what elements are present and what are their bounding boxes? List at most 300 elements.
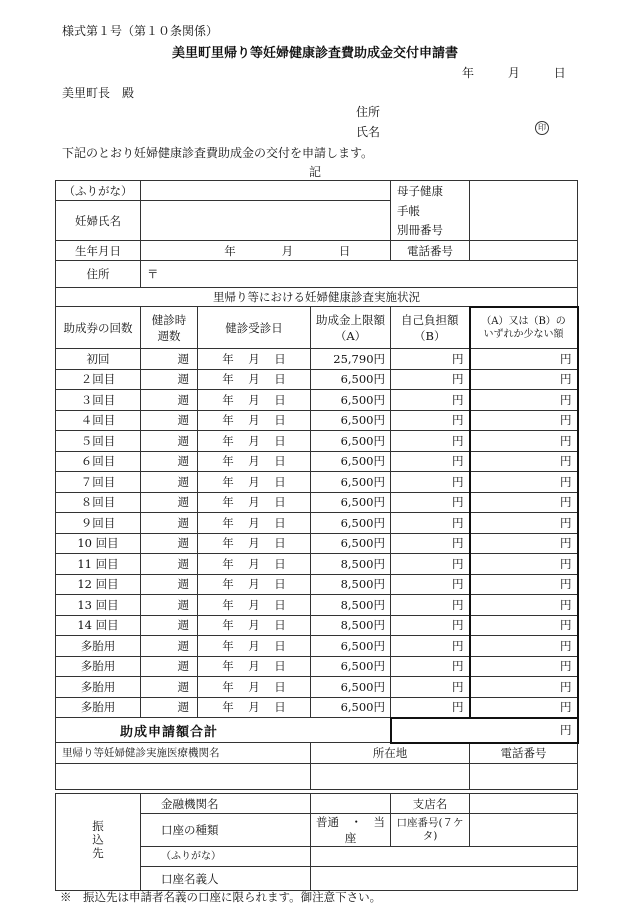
application-table	[55, 180, 579, 891]
institution-name-label: 里帰り等妊婦健診実施医療機関名	[56, 743, 311, 764]
lesser-yen-unit: 円	[560, 413, 572, 428]
limit-yen-unit: 円	[373, 351, 386, 366]
birth-year-label: 年	[224, 243, 236, 258]
self-pay-input[interactable]	[391, 513, 470, 534]
limit-amount	[311, 431, 391, 452]
exam-date-input[interactable]	[198, 574, 311, 595]
header-weeks-line1: 健診時	[151, 312, 187, 327]
lesser-amount-input[interactable]	[470, 615, 578, 636]
exam-day-label: 日	[274, 392, 286, 407]
exam-date-input[interactable]	[198, 431, 311, 452]
exam-day-label: 日	[274, 433, 286, 448]
account-holder-label: 口座名義人	[141, 867, 311, 891]
limit-amount	[311, 574, 391, 595]
exam-weeks-input[interactable]	[141, 451, 198, 472]
lesser-amount-input[interactable]	[470, 677, 578, 698]
limit-yen-unit: 円	[373, 392, 386, 407]
applicant-name-label: 氏名	[356, 125, 381, 139]
header-lesser-amount	[470, 307, 578, 349]
exam-weeks-input[interactable]	[141, 513, 198, 534]
exam-month-label: 月	[248, 413, 260, 428]
limit-yen-unit: 円	[373, 659, 386, 674]
exam-day-label: 日	[274, 474, 286, 489]
lesser-amount-input[interactable]	[470, 513, 578, 534]
date-year-label: 年	[462, 66, 475, 80]
phone-input[interactable]	[470, 241, 578, 261]
limit-amount	[311, 492, 391, 513]
limit-amount	[311, 410, 391, 431]
header-exam-date: 健診受診日	[198, 307, 311, 349]
holder-furigana-label: （ふりがな）	[141, 847, 311, 867]
lesser-yen-unit: 円	[560, 474, 572, 489]
lesser-yen-unit: 円	[560, 597, 572, 612]
institution-phone-input[interactable]	[470, 764, 578, 790]
lesser-yen-unit: 円	[560, 351, 572, 366]
institution-location-input[interactable]	[311, 764, 470, 790]
self-pay-input[interactable]	[391, 697, 470, 718]
lesser-amount-input[interactable]	[470, 595, 578, 616]
exam-row-label: ３回目	[56, 390, 141, 411]
exam-year-label: 年	[222, 577, 234, 592]
limit-amount-value: 25,790	[333, 351, 374, 366]
limit-yen-unit: 円	[373, 536, 386, 551]
self-pay-input[interactable]	[391, 574, 470, 595]
account-type-label: 口座の種類	[141, 814, 311, 847]
self-pay-input[interactable]	[391, 472, 470, 493]
mother-name-input[interactable]	[141, 201, 391, 241]
self-pay-input[interactable]	[391, 677, 470, 698]
limit-yen-unit: 円	[373, 372, 386, 387]
exam-month-label: 月	[248, 351, 260, 366]
self-pay-yen-unit: 円	[452, 700, 464, 714]
account-number-label: 口座番号(７ケタ)	[391, 814, 470, 847]
exam-weeks-input[interactable]	[141, 390, 198, 411]
date-month-label: 月	[507, 66, 520, 80]
limit-yen-unit: 円	[373, 433, 386, 448]
exam-year-label: 年	[222, 474, 234, 489]
exam-weeks-input[interactable]	[141, 431, 198, 452]
furigana-label: （ふりがな）	[56, 181, 141, 201]
bank-section-label-text: 振込先	[91, 820, 105, 861]
exam-year-label: 年	[222, 556, 234, 571]
week-unit: 週	[177, 618, 189, 633]
exam-row	[56, 349, 578, 370]
exam-day-label: 日	[274, 372, 286, 387]
exam-weeks-input[interactable]	[141, 472, 198, 493]
week-unit: 週	[177, 659, 189, 674]
limit-amount-value: 6,500	[340, 392, 374, 407]
exam-day-label: 日	[274, 351, 286, 366]
limit-amount	[311, 349, 391, 370]
lesser-amount-input[interactable]	[470, 574, 578, 595]
lesser-amount-input[interactable]	[470, 390, 578, 411]
limit-amount-value: 6,500	[340, 413, 374, 428]
exam-month-label: 月	[248, 536, 260, 551]
exam-weeks-input[interactable]	[141, 595, 198, 616]
limit-yen-unit: 円	[373, 474, 386, 489]
header-lesser-line2: いずれか少ない額	[483, 328, 564, 340]
exam-day-label: 日	[274, 700, 286, 715]
limit-amount-value: 6,500	[340, 638, 374, 653]
limit-yen-unit: 円	[373, 515, 386, 530]
week-unit: 週	[177, 556, 189, 571]
exam-row	[56, 677, 578, 698]
exam-month-label: 月	[248, 556, 260, 571]
exam-weeks-input[interactable]	[141, 697, 198, 718]
exam-weeks-input[interactable]	[141, 656, 198, 677]
total-label: 助成申請額合計	[56, 718, 391, 743]
week-unit: 週	[177, 536, 189, 551]
exam-row-label: ４回目	[56, 410, 141, 431]
limit-amount-value: 6,500	[340, 495, 374, 510]
exam-date-input[interactable]	[198, 492, 311, 513]
lesser-amount-input[interactable]	[470, 472, 578, 493]
exam-row	[56, 472, 578, 493]
self-pay-yen-unit: 円	[452, 679, 464, 694]
exam-row	[56, 451, 578, 472]
lesser-amount-input[interactable]	[470, 451, 578, 472]
exam-weeks-input[interactable]	[141, 533, 198, 554]
week-unit: 週	[177, 474, 189, 489]
bank-section-label	[56, 794, 141, 891]
exam-date-input[interactable]	[198, 390, 311, 411]
exam-month-label: 月	[248, 679, 260, 694]
limit-amount	[311, 390, 391, 411]
exam-weeks-input[interactable]	[141, 615, 198, 636]
phone-label: 電話番号	[391, 241, 470, 261]
institution-location-label: 所在地	[311, 743, 470, 764]
self-pay-yen-unit: 円	[452, 556, 464, 571]
intro-text: 下記のとおり妊婦健康診査費助成金の交付を申請します。	[62, 146, 374, 160]
exam-row	[56, 595, 578, 616]
exam-row	[56, 492, 578, 513]
exam-row-label: ９回目	[56, 513, 141, 534]
exam-row-label: ８回目	[56, 492, 141, 513]
branch-input[interactable]	[470, 794, 578, 814]
exam-row-label: 14 回目	[56, 615, 141, 636]
header-limit	[311, 307, 391, 349]
exam-row	[56, 533, 578, 554]
limit-amount	[311, 472, 391, 493]
week-unit: 週	[177, 495, 189, 510]
limit-amount-value: 8,500	[340, 577, 374, 592]
limit-amount-value: 6,500	[340, 515, 374, 530]
exam-month-label: 月	[248, 659, 260, 674]
exam-year-label: 年	[222, 659, 234, 674]
lesser-amount-input[interactable]	[470, 349, 578, 370]
self-pay-input[interactable]	[391, 369, 470, 390]
exam-year-label: 年	[222, 495, 234, 510]
self-pay-input[interactable]	[391, 431, 470, 452]
handbook-label-1: 母子健康	[391, 181, 470, 201]
lesser-amount-input[interactable]	[470, 697, 578, 718]
total-yen-unit: 円	[560, 723, 572, 737]
exam-date-input[interactable]	[198, 636, 311, 657]
birth-month-label: 月	[281, 243, 294, 258]
exam-row-label: 多胎用	[56, 656, 141, 677]
self-pay-input[interactable]	[391, 636, 470, 657]
limit-amount	[311, 615, 391, 636]
exam-row-label: 多胎用	[56, 636, 141, 657]
exam-day-label: 日	[274, 495, 286, 510]
exam-row-label: ５回目	[56, 431, 141, 452]
header-self-pay	[391, 307, 470, 349]
exam-year-label: 年	[222, 433, 234, 448]
lesser-yen-unit: 円	[560, 392, 572, 407]
self-pay-input[interactable]	[391, 349, 470, 370]
exam-weeks-input[interactable]	[141, 369, 198, 390]
institution-name-input[interactable]	[56, 764, 311, 790]
limit-amount-value: 6,500	[340, 474, 374, 489]
institution-phone-label: 電話番号	[470, 743, 578, 764]
header-weeks	[141, 307, 198, 349]
exam-month-label: 月	[248, 700, 260, 715]
limit-yen-unit: 円	[373, 679, 386, 694]
exam-year-label: 年	[222, 515, 234, 530]
lesser-yen-unit: 円	[560, 433, 572, 448]
exam-year-label: 年	[222, 372, 234, 387]
address-label: 住所	[56, 261, 141, 288]
exam-month-label: 月	[248, 515, 260, 530]
exam-day-label: 日	[274, 659, 286, 674]
exam-weeks-input[interactable]	[141, 410, 198, 431]
self-pay-yen-unit: 円	[452, 515, 464, 530]
limit-amount	[311, 533, 391, 554]
self-pay-yen-unit: 円	[452, 454, 464, 469]
exam-date-input[interactable]	[198, 533, 311, 554]
exam-day-label: 日	[274, 413, 286, 428]
exam-weeks-input[interactable]	[141, 554, 198, 575]
exam-date-input[interactable]	[198, 369, 311, 390]
exam-row-label: 多胎用	[56, 677, 141, 698]
exam-day-label: 日	[274, 597, 286, 612]
account-type-options[interactable]: 普通 ・ 当座	[311, 814, 391, 847]
week-unit: 週	[177, 597, 189, 612]
self-pay-yen-unit: 円	[452, 577, 464, 592]
lesser-yen-unit: 円	[560, 495, 572, 510]
exam-month-label: 月	[248, 638, 260, 653]
self-pay-input[interactable]	[391, 656, 470, 677]
exam-row-label: 初回	[56, 349, 141, 370]
account-holder-input[interactable]	[311, 867, 578, 891]
limit-amount-value: 6,500	[340, 536, 374, 551]
self-pay-input[interactable]	[391, 451, 470, 472]
exam-row	[56, 574, 578, 595]
exam-date-input[interactable]	[198, 697, 311, 718]
self-pay-yen-unit: 円	[452, 638, 464, 653]
limit-yen-unit: 円	[373, 495, 386, 510]
exam-date-input[interactable]	[198, 472, 311, 493]
limit-yen-unit: 円	[373, 556, 386, 571]
applicant-address-label: 住所	[356, 105, 381, 119]
lesser-yen-unit: 円	[560, 700, 572, 714]
limit-amount-value: 6,500	[340, 433, 374, 448]
exam-date-input[interactable]	[198, 451, 311, 472]
limit-amount-value: 6,500	[340, 454, 374, 469]
week-unit: 週	[177, 372, 189, 387]
exam-row	[56, 636, 578, 657]
exam-weeks-input[interactable]	[141, 349, 198, 370]
exam-month-label: 月	[248, 372, 260, 387]
self-pay-input[interactable]	[391, 615, 470, 636]
exam-row-label: 11 回目	[56, 554, 141, 575]
birth-day-label: 日	[338, 243, 351, 258]
limit-yen-unit: 円	[373, 597, 386, 612]
lesser-amount-input[interactable]	[470, 636, 578, 657]
ki-label: 記	[308, 165, 321, 179]
exam-weeks-input[interactable]	[141, 574, 198, 595]
lesser-yen-unit: 円	[560, 577, 572, 592]
exam-date-input[interactable]	[198, 677, 311, 698]
birthdate-input[interactable]	[141, 241, 391, 261]
exam-row-label: 多胎用	[56, 697, 141, 718]
header-self-line1: 自己負担額	[401, 312, 459, 327]
limit-yen-unit: 円	[373, 577, 386, 592]
handbook-number-input[interactable]	[470, 181, 578, 241]
lesser-amount-input[interactable]	[470, 492, 578, 513]
exam-date-input[interactable]	[198, 513, 311, 534]
exam-row	[56, 369, 578, 390]
handbook-label-3: 別冊番号	[391, 221, 470, 241]
exam-day-label: 日	[274, 515, 286, 530]
address-input[interactable]	[141, 261, 578, 288]
lesser-yen-unit: 円	[560, 515, 572, 530]
addressee: 美里町長 殿	[62, 86, 135, 100]
exam-year-label: 年	[222, 700, 234, 715]
exam-month-label: 月	[248, 454, 260, 469]
limit-amount	[311, 595, 391, 616]
exam-date-input[interactable]	[198, 349, 311, 370]
limit-yen-unit: 円	[373, 454, 386, 469]
self-pay-input[interactable]	[391, 533, 470, 554]
exam-rows	[56, 349, 578, 718]
exam-date-input[interactable]	[198, 656, 311, 677]
mother-name-label: 妊婦氏名	[56, 201, 141, 241]
self-pay-yen-unit: 円	[452, 474, 464, 489]
account-number-input[interactable]	[470, 814, 578, 847]
header-lesser-line1: （A）又は（B）の	[481, 315, 566, 327]
exam-weeks-input[interactable]	[141, 677, 198, 698]
lesser-amount-input[interactable]	[470, 410, 578, 431]
exam-row-label: ２回目	[56, 369, 141, 390]
exam-month-label: 月	[248, 618, 260, 633]
limit-yen-unit: 円	[373, 638, 386, 653]
postal-mark: 〒	[147, 267, 159, 281]
self-pay-yen-unit: 円	[452, 351, 464, 366]
exam-year-label: 年	[222, 351, 234, 366]
branch-label: 支店名	[391, 794, 470, 814]
exam-date-input[interactable]	[198, 615, 311, 636]
document-title: 美里町里帰り等妊婦健康診査費助成金交付申請書	[171, 46, 458, 61]
lesser-yen-unit: 円	[560, 372, 572, 387]
holder-furigana-input[interactable]	[311, 847, 578, 867]
exam-year-label: 年	[222, 392, 234, 407]
exam-day-label: 日	[274, 679, 286, 694]
lesser-amount-input[interactable]	[470, 431, 578, 452]
exam-row	[56, 431, 578, 452]
self-pay-input[interactable]	[391, 595, 470, 616]
footnote: ※ 振込先は申請者名義の口座に限られます。御注意下さい。	[60, 890, 382, 904]
exam-month-label: 月	[248, 474, 260, 489]
week-unit: 週	[177, 577, 189, 592]
lesser-yen-unit: 円	[560, 536, 572, 551]
exam-weeks-input[interactable]	[141, 492, 198, 513]
exam-date-input[interactable]	[198, 554, 311, 575]
exam-row-label: 10 回目	[56, 533, 141, 554]
exam-year-label: 年	[222, 454, 234, 469]
week-unit: 週	[177, 413, 189, 428]
limit-amount	[311, 369, 391, 390]
exam-row	[56, 410, 578, 431]
week-unit: 週	[177, 454, 189, 469]
week-unit: 週	[177, 392, 189, 407]
self-pay-yen-unit: 円	[452, 413, 464, 428]
exam-year-label: 年	[222, 679, 234, 694]
exam-year-label: 年	[222, 413, 234, 428]
self-pay-input[interactable]	[391, 554, 470, 575]
self-pay-yen-unit: 円	[452, 372, 464, 387]
self-pay-yen-unit: 円	[452, 495, 464, 510]
furigana-input[interactable]	[141, 181, 391, 201]
handbook-label-2: 手帳	[391, 201, 470, 221]
exam-month-label: 月	[248, 392, 260, 407]
exam-row	[56, 656, 578, 677]
self-pay-input[interactable]	[391, 492, 470, 513]
exam-row-label: ７回目	[56, 472, 141, 493]
lesser-amount-input[interactable]	[470, 656, 578, 677]
self-pay-input[interactable]	[391, 410, 470, 431]
exam-row	[56, 390, 578, 411]
self-pay-input[interactable]	[391, 390, 470, 411]
week-unit: 週	[177, 700, 189, 715]
exam-row-label: 13 回目	[56, 595, 141, 616]
self-pay-yen-unit: 円	[452, 433, 464, 448]
lesser-yen-unit: 円	[560, 679, 572, 694]
exam-month-label: 月	[248, 597, 260, 612]
exam-row	[56, 697, 578, 718]
exam-date-input[interactable]	[198, 410, 311, 431]
lesser-yen-unit: 円	[560, 454, 572, 469]
lesser-yen-unit: 円	[560, 659, 572, 674]
week-unit: 週	[177, 351, 189, 366]
lesser-yen-unit: 円	[560, 638, 572, 653]
exam-weeks-input[interactable]	[141, 636, 198, 657]
exam-year-label: 年	[222, 618, 234, 633]
lesser-amount-input[interactable]	[470, 533, 578, 554]
header-weeks-line2: 週数	[157, 328, 181, 343]
exam-row-label: ６回目	[56, 451, 141, 472]
exam-day-label: 日	[274, 577, 286, 592]
header-limit-line2: （A）	[334, 328, 367, 343]
header-self-line2: （B）	[414, 328, 446, 343]
bank-name-input[interactable]	[311, 794, 391, 814]
lesser-amount-input[interactable]	[470, 369, 578, 390]
lesser-yen-unit: 円	[560, 556, 572, 571]
lesser-yen-unit: 円	[560, 618, 572, 633]
lesser-amount-input[interactable]	[470, 554, 578, 575]
limit-yen-unit: 円	[373, 618, 386, 633]
exam-date-input[interactable]	[198, 595, 311, 616]
exam-day-label: 日	[274, 454, 286, 469]
limit-yen-unit: 円	[373, 413, 386, 428]
limit-yen-unit: 円	[373, 700, 386, 715]
header-limit-line1: 助成金上限額	[316, 312, 385, 327]
exam-month-label: 月	[248, 577, 260, 592]
exam-section-title: 里帰り等における妊婦健康診査実施状況	[56, 288, 578, 307]
limit-amount	[311, 656, 391, 677]
limit-amount	[311, 677, 391, 698]
total-amount-input[interactable]	[391, 718, 578, 743]
